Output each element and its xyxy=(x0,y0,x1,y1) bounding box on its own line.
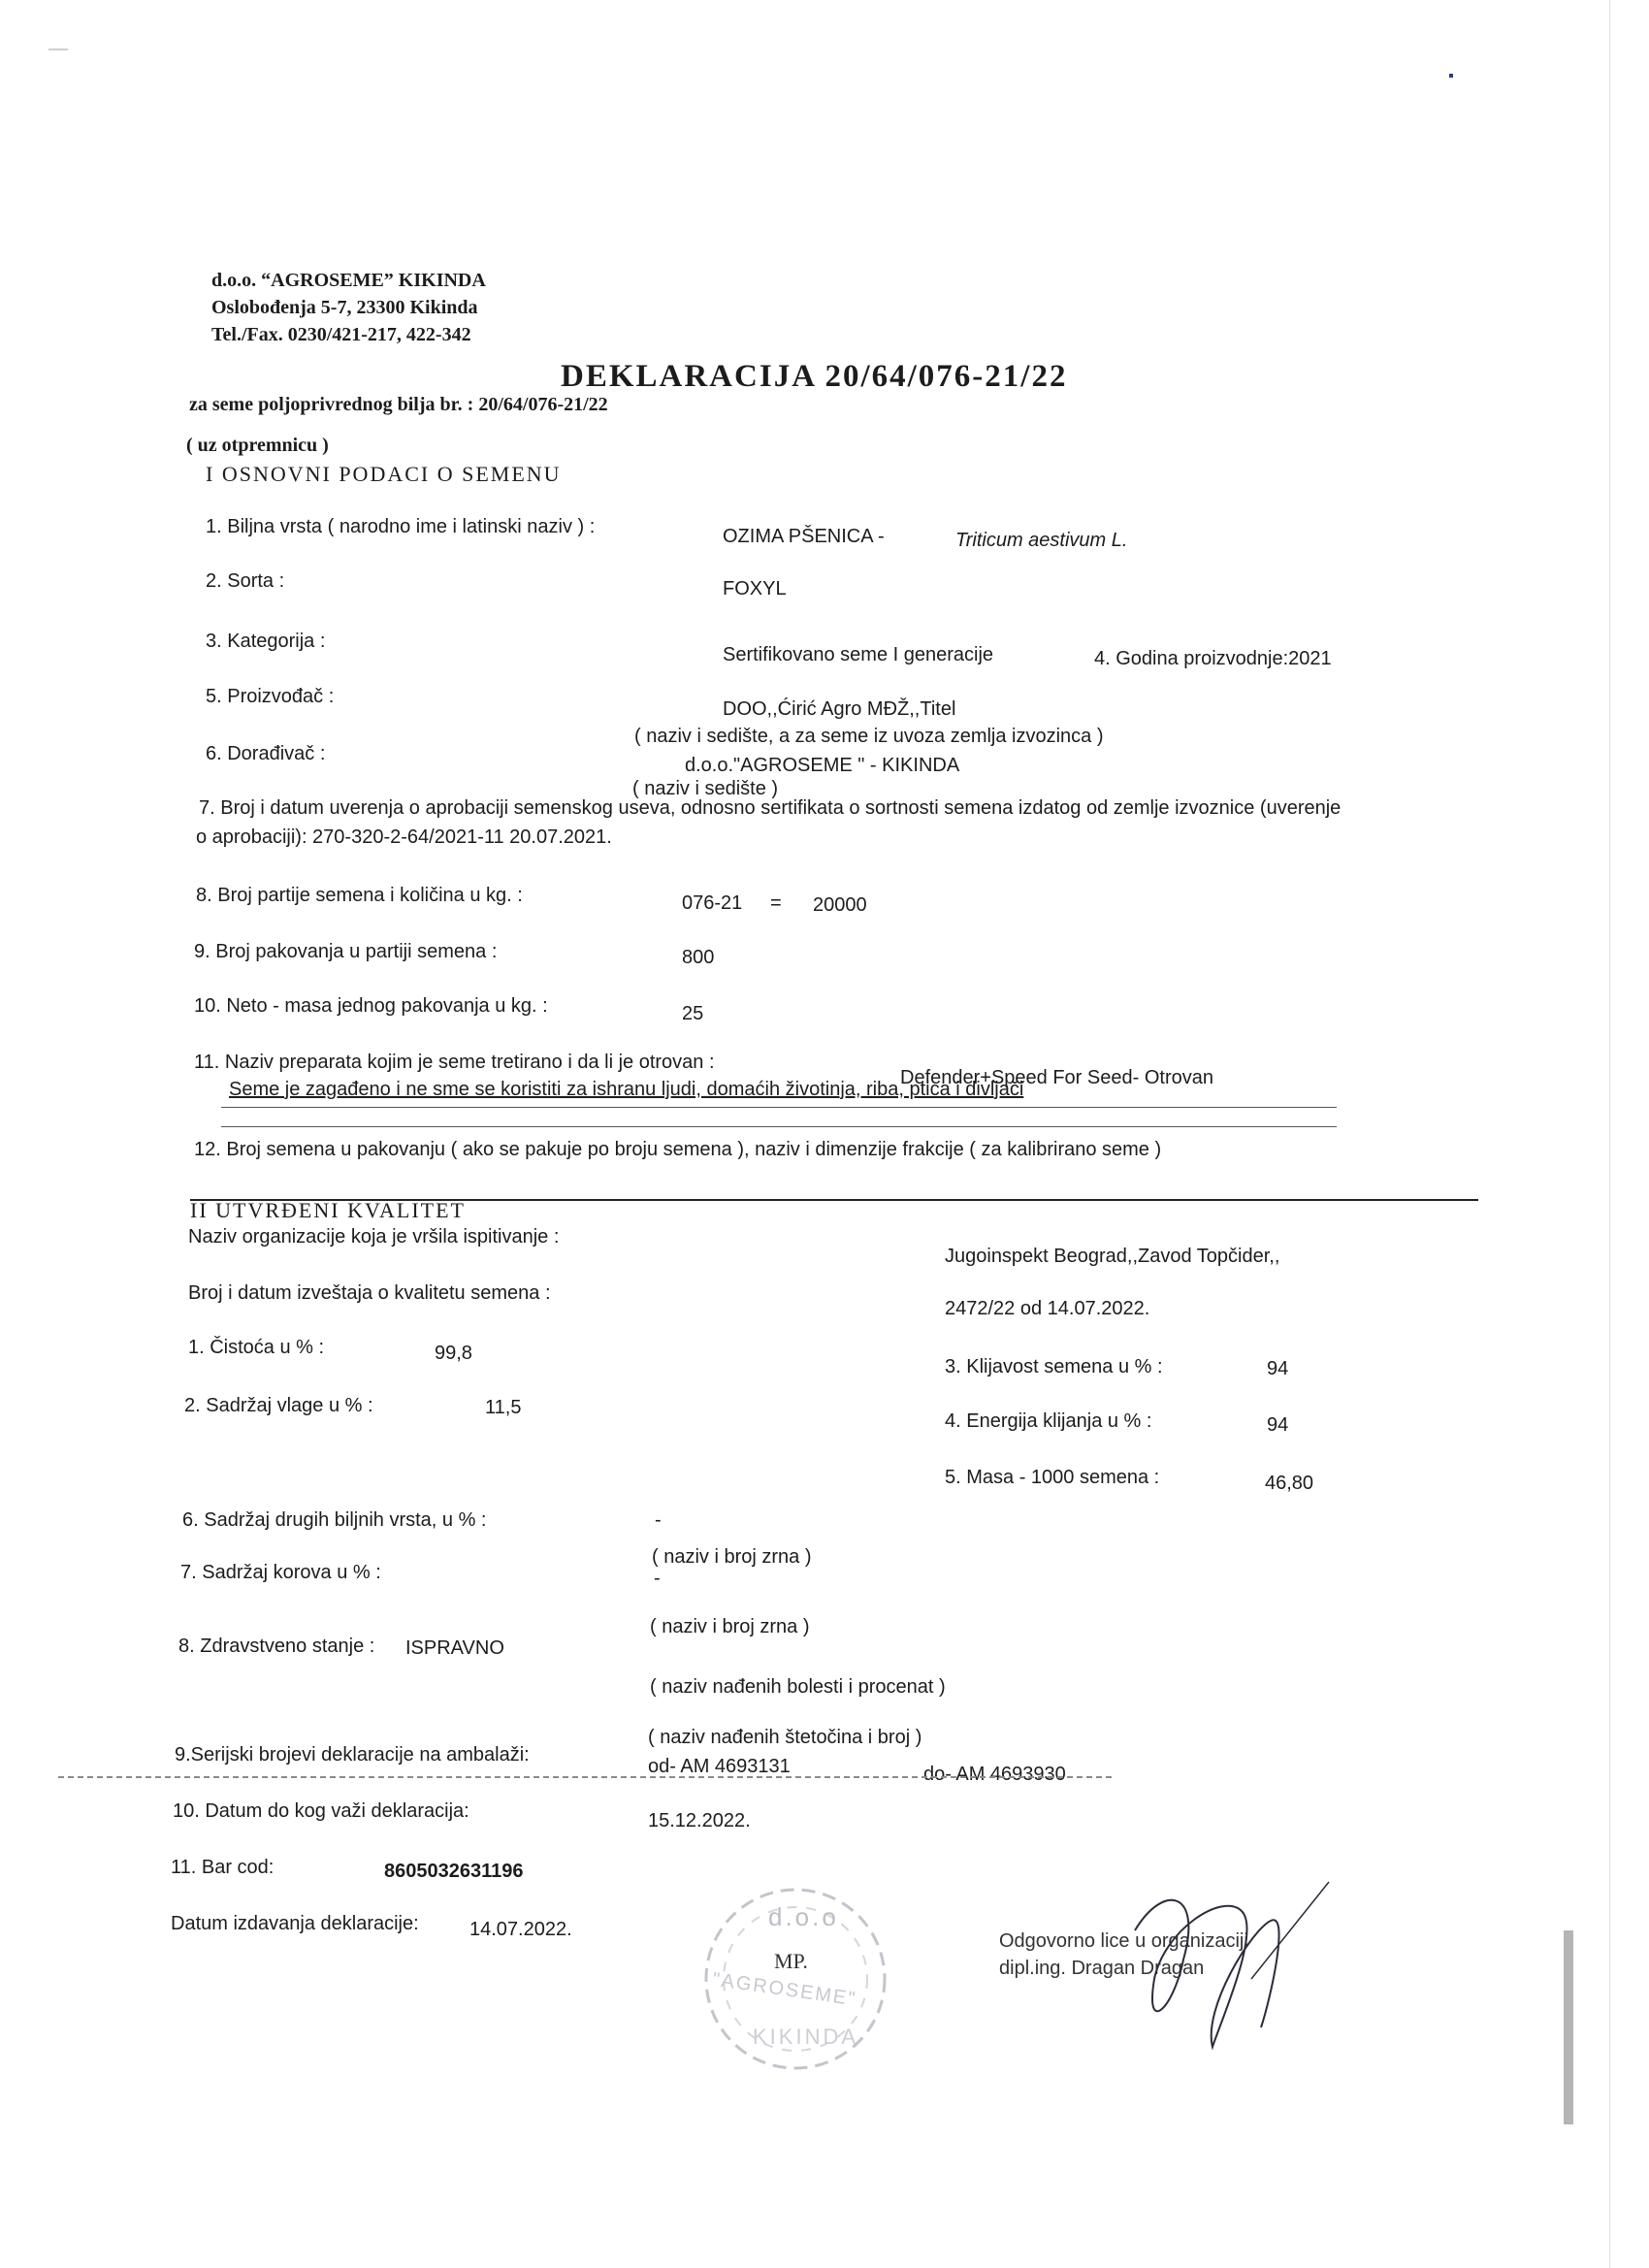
quality-6-note: ( naziv i broj zrna ) xyxy=(652,1546,812,1568)
quality-9-from: od- AM 4693131 xyxy=(648,1756,791,1777)
quality-6-value: - xyxy=(655,1509,662,1531)
quality-4-label: 4. Energija klijanja u % : xyxy=(945,1410,1152,1432)
field-5-note: ( naziv i sedište, a za seme iz uvoza zemlja izvozinca ) xyxy=(634,726,1104,747)
field-7-line1: 7. Broj i datum uverenja o aprobaciji semenskog useva, odnosno sertifikata o sortnosti semena izdatog od zemlje izvoznice (uverenje xyxy=(199,797,1342,819)
quality-8-label: 8. Zdravstveno stanje : xyxy=(178,1636,375,1657)
field-6-note: ( naziv i sedište ) xyxy=(632,778,779,799)
quality-8-note-diseases: ( naziv nađenih bolesti i procenat ) xyxy=(650,1676,946,1698)
field-8-lot: 076-21 xyxy=(682,892,743,914)
field-9-value: 800 xyxy=(682,947,715,968)
field-1-value: OZIMA PŠENICA - xyxy=(723,526,885,547)
signature-name: dipl.ing. Dragan Dragan xyxy=(999,1958,1205,1979)
field-10-label: 10. Neto - masa jednog pakovanja u kg. : xyxy=(194,995,548,1017)
field-11-warning: Seme je zagađeno i ne sme se koristiti za ishranu ljudi, domaćih životinja, riba, ptica i divljači xyxy=(229,1079,1024,1100)
page-subtitle: za seme poljoprivrednog bilja br. : 20/64/076-21/22 xyxy=(189,394,608,415)
org-label: Naziv organizacije koja je vršila ispitivanje : xyxy=(188,1226,560,1247)
quality-5-label: 5. Masa - 1000 semena : xyxy=(945,1467,1160,1488)
quality-10-value: 15.12.2022. xyxy=(648,1810,751,1831)
company-address: Oslobođenja 5-7, 23300 Kikinda xyxy=(211,297,478,318)
quality-6-label: 6. Sadržaj drugih biljnih vrsta, u % : xyxy=(182,1509,487,1531)
field-5-value: DOO,,Ćirić Agro MĐŽ,,Titel xyxy=(723,698,956,720)
field-6-label: 6. Dorađivač : xyxy=(206,743,326,764)
page-title: DEKLARACIJA 20/64/076-21/22 xyxy=(561,359,1068,394)
quality-8-note-pests: ( naziv nađenih štetočina i broj ) xyxy=(648,1727,922,1748)
field-2-label: 2. Sorta : xyxy=(206,570,285,592)
signature-title: Odgovorno lice u organizaciji xyxy=(999,1930,1248,1952)
field-3-label: 3. Kategorija : xyxy=(206,631,326,652)
quality-10-label: 10. Datum do kog važi deklaracija: xyxy=(173,1800,469,1822)
field-8-qty: 20000 xyxy=(813,894,867,916)
scan-edge xyxy=(1609,0,1649,2268)
divider xyxy=(221,1126,1337,1127)
field-12: 12. Broj semena u pakovanju ( ako se pakuje po broju semena ), naziv i dimenzije frakcije ( za kalibrirano seme ) xyxy=(194,1139,1162,1160)
field-6-value: d.o.o."AGROSEME " - KIKINDA xyxy=(685,755,960,776)
field-11-value: Defender+Speed For Seed- Otrovan xyxy=(900,1067,1213,1088)
field-4: 4. Godina proizvodnje:2021 xyxy=(1094,648,1332,669)
divider xyxy=(221,1107,1337,1108)
quality-9-label: 9.Serijski brojevi deklaracije na ambalaži: xyxy=(175,1744,530,1766)
quality-4-value: 94 xyxy=(1267,1414,1289,1436)
field-7-line2: o aprobaciji): 270-320-2-64/2021-11 20.07.2021. xyxy=(196,826,612,848)
quality-7-value: - xyxy=(654,1568,661,1589)
official-stamp xyxy=(698,1882,892,2076)
quality-2-label: 2. Sadržaj vlage u % : xyxy=(184,1395,373,1416)
field-8-eq: = xyxy=(770,892,782,914)
quality-5-value: 46,80 xyxy=(1265,1473,1314,1494)
scan-mark xyxy=(48,49,68,50)
issue-date-label: Datum izdavanja deklaracije: xyxy=(171,1913,419,1934)
scan-mark xyxy=(1449,74,1453,78)
issue-date-value: 14.07.2022. xyxy=(469,1919,572,1940)
stamp-middle-text: "AGROSEME" xyxy=(711,1968,858,2011)
note-otpremnica: ( uz otpremnicu ) xyxy=(186,435,329,456)
quality-1-label: 1. Čistoća u % : xyxy=(188,1337,325,1358)
scan-mark xyxy=(1564,1930,1573,2124)
field-9-label: 9. Broj pakovanja u partiji semena : xyxy=(194,941,498,962)
divider xyxy=(58,1776,1112,1778)
company-name: d.o.o. “AGROSEME” KIKINDA xyxy=(211,270,486,291)
field-3-value: Sertifikovano seme I generacije xyxy=(723,644,994,665)
section-heading-1: I OSNOVNI PODACI O SEMENU xyxy=(206,462,562,486)
field-5-label: 5. Proizvođač : xyxy=(206,686,335,707)
quality-8-value: ISPRAVNO xyxy=(405,1637,504,1659)
report-label: Broj i datum izveštaja o kvalitetu semena : xyxy=(188,1282,551,1304)
quality-3-label: 3. Klijavost semena u % : xyxy=(945,1356,1163,1377)
field-1-label: 1. Biljna vrsta ( narodno ime i latinski naziv ) : xyxy=(206,516,596,537)
stamp-bottom-text: KIKINDA xyxy=(753,2025,859,2049)
stamp-mp-label: MP. xyxy=(774,1949,808,1973)
field-11-label: 11. Naziv preparata kojim je seme tretirano i da li je otrovan : xyxy=(194,1052,715,1073)
signature-icon xyxy=(1106,1872,1339,2066)
field-1-latin: Triticum aestivum L. xyxy=(955,530,1128,551)
quality-3-value: 94 xyxy=(1267,1358,1289,1379)
quality-9-to: do- AM 4693930 xyxy=(923,1764,1066,1785)
section-heading-2: II UTVRĐENI KVALITET xyxy=(190,1198,466,1222)
field-8-label: 8. Broj partije semena i količina u kg. : xyxy=(196,885,523,906)
stamp-top-text: d.o.o xyxy=(768,1902,839,1931)
quality-7-label: 7. Sadržaj korova u % : xyxy=(180,1562,381,1583)
quality-11-label: 11. Bar cod: xyxy=(171,1857,275,1878)
quality-2-value: 11,5 xyxy=(485,1397,522,1418)
quality-1-value: 99,8 xyxy=(435,1343,472,1364)
org-value: Jugoinspekt Beograd,,Zavod Topčider,, xyxy=(945,1246,1280,1267)
quality-7-note: ( naziv i broj zrna ) xyxy=(650,1616,810,1637)
company-phone: Tel./Fax. 0230/421-217, 422-342 xyxy=(211,324,471,345)
field-2-value: FOXYL xyxy=(723,578,787,599)
report-value: 2472/22 od 14.07.2022. xyxy=(945,1298,1150,1319)
barcode-value: 8605032631196 xyxy=(384,1861,524,1882)
field-10-value: 25 xyxy=(682,1003,704,1024)
